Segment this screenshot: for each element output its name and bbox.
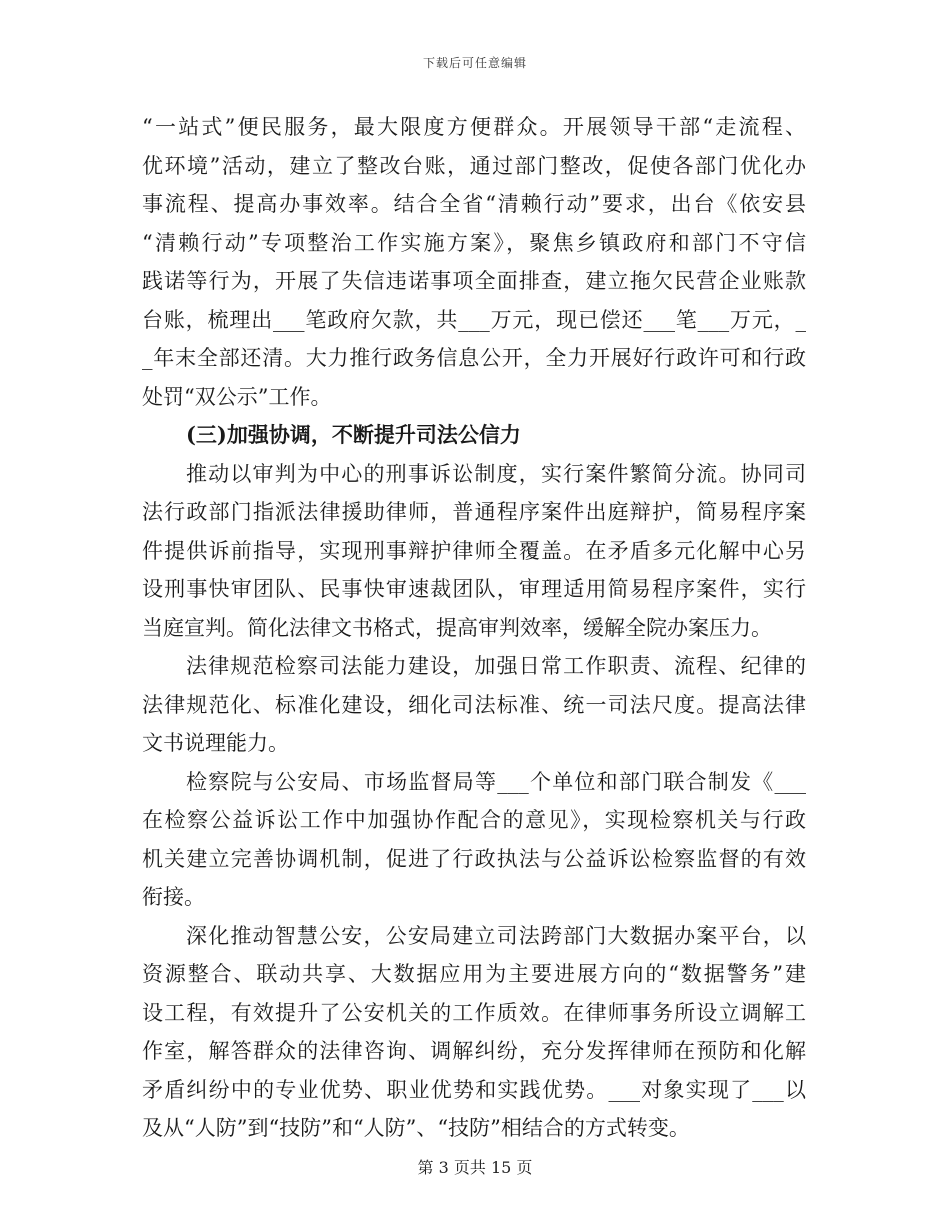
body-line: 推动以审判为中心的刑事诉讼制度，实行案件繁简分流。协同司 [186,461,806,486]
body-line: 法律规范检察司法能力建设，加强日常工作职责、流程、纪律的 [186,654,806,678]
body-line: 作室，解答群众的法律咨询、调解纠纷，充分发挥律师在预防和化解 [142,1039,806,1063]
body-line: 检察院与公安局、市场监督局等___个单位和部门联合制发《___ [186,769,806,794]
body-line: 资源整合、联动共享、大数据应用为主要进展方向的“数据警务”建 [142,962,806,986]
body-line: 矛盾纠纷中的专业优势、职业优势和实践优势。___对象实现了___以 [142,1077,806,1102]
body-line: 及从“人防”到“技防”和“人防”、“技防”相结合的方式转变。 [142,1116,690,1140]
body-line: 台账，梳理出___笔政府欠款，共___万元，现已偿还___笔___万元，_ [142,307,806,332]
body-line: “一站式”便民服务，最大限度方便群众。开展领导干部“走流程、 [142,115,806,139]
body-line: _年末全部还清。大力推行政务信息公开，全力开展好行政许可和行政 [142,346,806,370]
body-line: 当庭宣判。简化法律文书格式，提高审判效率，缓解全院办案压力。 [142,615,772,640]
body-line: 处罚“双公示”工作。 [142,384,332,409]
body-line: 事流程、提高办事效率。结合全省“清赖行动”要求，出台《依安县 [142,192,806,216]
body-line: 设工程，有效提升了公安机关的工作质效。在律师事务所设立调解工 [142,1000,806,1025]
body-line: 深化推动智慧公安，公安局建立司法跨部门大数据办案平台，以 [186,923,806,948]
body-line: 设刑事快审团队、民事快审速裁团队，审理适用简易程序案件，实行 [142,577,806,601]
body-line: 法行政部门指派法律援助律师，普通程序案件出庭辩护，简易程序案 [142,500,806,524]
body-line: 衔接。 [142,885,205,909]
body-line: 在检察公益诉讼工作中加强协作配合的意见》，实现检察机关与行政 [142,808,806,832]
page-footer: 第 3 页共 15 页 [417,1158,533,1177]
page-header: 下载后可任意编辑 [422,56,527,70]
document-body [142,108,806,1148]
body-line: 件提供诉前指导，实现刑事辩护律师全覆盖。在矛盾多元化解中心另 [142,538,806,563]
section-heading: (三)加强协调，不断提升司法公信力 [186,422,521,447]
body-line: 法律规范化、标准化建设，细化司法标准、统一司法尺度。提高法律 [142,692,806,717]
body-line: 机关建立完善协调机制，促进了行政执法与公益诉讼检察监督的有效 [142,846,806,871]
body-line: 优环境”活动，建立了整改台账，通过部门整改，促使各部门优化办 [142,153,806,178]
body-line: 践诺等行为，开展了失信违诺事项全面排查，建立拖欠民营企业账款 [142,269,806,293]
body-line: “清赖行动”专项整治工作实施方案》，聚焦乡镇政府和部门不守信 [142,230,806,255]
body-line: 文书说理能力。 [142,731,289,755]
